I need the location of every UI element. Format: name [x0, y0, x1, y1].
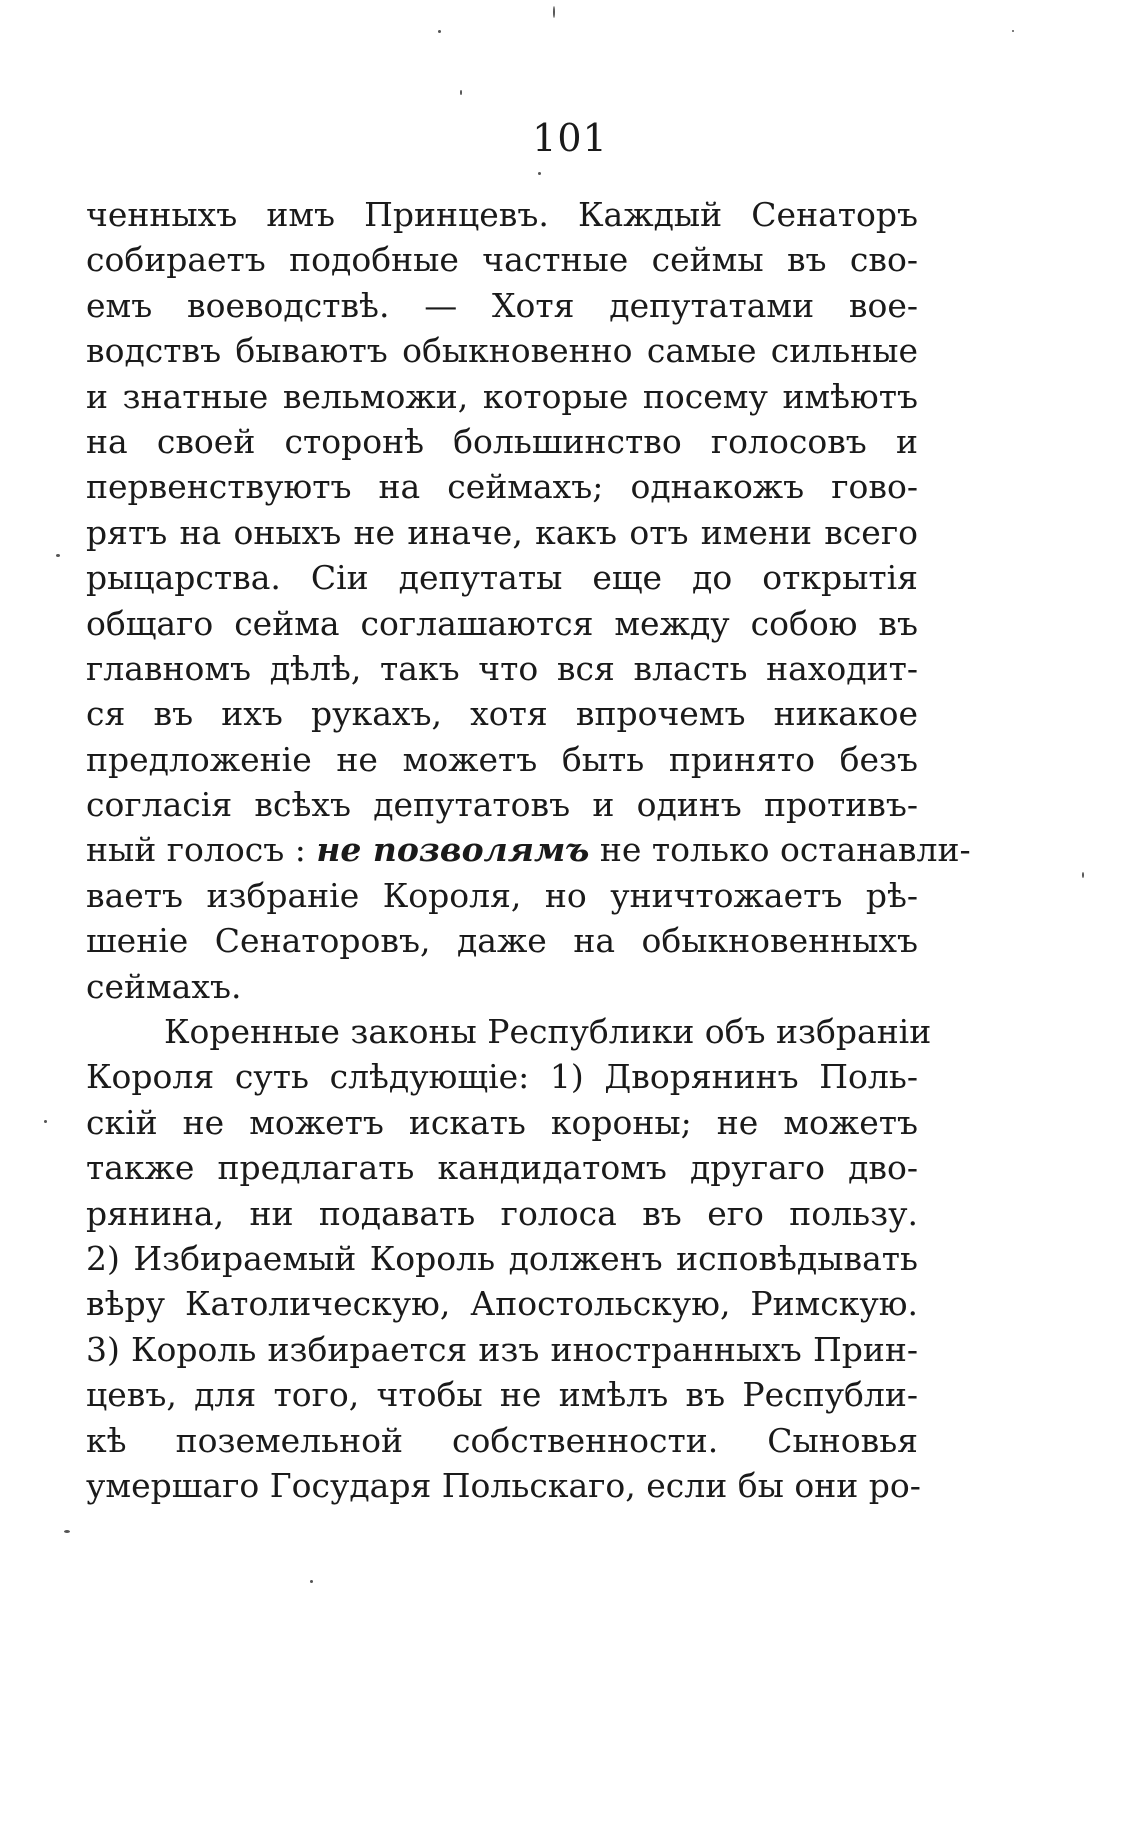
scan-speck — [438, 30, 441, 33]
text-line: кѣ поземельной собственности. Сыновья — [86, 1420, 918, 1460]
text-line: первенствуютъ на сеймахъ; однакожъ гово- — [86, 467, 918, 507]
scan-speck — [1082, 872, 1084, 878]
text-line: на своей сторонѣ большинство голосовъ и — [86, 421, 918, 461]
scan-speck — [460, 90, 462, 95]
text-line-with-emphasis — [86, 827, 971, 872]
scan-speck — [310, 1580, 313, 1583]
text-line: умершаго Государя Польскаго, если бы они ро- — [86, 1465, 921, 1505]
scan-speck — [538, 172, 541, 175]
scan-speck — [56, 554, 60, 557]
text-line: 3) Король избирается изъ иностранныхъ Прин- — [86, 1329, 918, 1369]
text-line: также предлагать кандидатомъ другаго дво- — [86, 1148, 918, 1188]
text-line: и знатные вельможи, которые посему имѣютъ — [86, 376, 918, 416]
scan-speck — [1012, 30, 1014, 32]
text-line: емъ воеводствѣ. — Хотя депутатами вое- — [86, 285, 918, 325]
text-line: рыцарства. Сіи депутаты еще до открытія — [86, 558, 918, 598]
page-number: 101 — [532, 116, 608, 160]
text-line: Коренные законы Республики объ избраніи — [164, 1012, 932, 1052]
emphasized-phrase: не позволямъ — [316, 830, 590, 870]
text-line: водствъ бываютъ обыкновенно самые сильные — [86, 331, 918, 371]
text-line: ся въ ихъ рукахъ, хотя впрочемъ никакое — [86, 694, 918, 734]
text-line: рянина, ни подавать голоса въ его пользу. — [86, 1193, 918, 1233]
text-line: ченныхъ имъ Принцевъ. Каждый Сенаторъ — [86, 195, 918, 234]
text-line: согласія всѣхъ депутатовъ и одинъ противъ- — [86, 785, 918, 825]
text-segment: не только останавли- — [599, 830, 971, 870]
body-text — [86, 192, 971, 1508]
text-line: 2) Избираемый Король долженъ исповѣдывать — [86, 1238, 918, 1278]
text-line: скій не можетъ искать короны; не можетъ — [86, 1102, 918, 1142]
paragraph-1 — [86, 192, 971, 1009]
scan-speck — [64, 1530, 70, 1533]
text-line: шеніе Сенаторовъ, даже на обыкновенныхъ — [86, 921, 918, 961]
paragraph-2 — [86, 1009, 932, 1508]
scan-speck — [44, 1120, 47, 1123]
text-line: предложеніе не можетъ быть принято безъ — [86, 739, 918, 779]
scan-speck — [553, 6, 555, 18]
text-line: цевъ, для того, чтобы не имѣлъ въ Республи- — [86, 1375, 918, 1415]
text-line: сеймахъ. — [86, 966, 242, 1006]
text-line: ваетъ избраніе Короля, но уничтожаетъ рѣ- — [86, 875, 918, 915]
text-line: Короля суть слѣдующіе: 1) Дворянинъ Поль- — [86, 1057, 918, 1097]
text-line: главномъ дѣлѣ, такъ что вся власть находит- — [86, 648, 918, 688]
text-segment: ный голосъ : — [86, 830, 306, 870]
text-line: рятъ на оныхъ не иначе, какъ отъ имени всего — [86, 512, 918, 552]
text-line: вѣру Католическую, Апостольскую, Римскую. — [86, 1284, 918, 1324]
text-line: общаго сейма соглашаются между собою въ — [86, 603, 918, 643]
text-line: собираетъ подобные частные сеймы въ сво- — [86, 240, 918, 280]
